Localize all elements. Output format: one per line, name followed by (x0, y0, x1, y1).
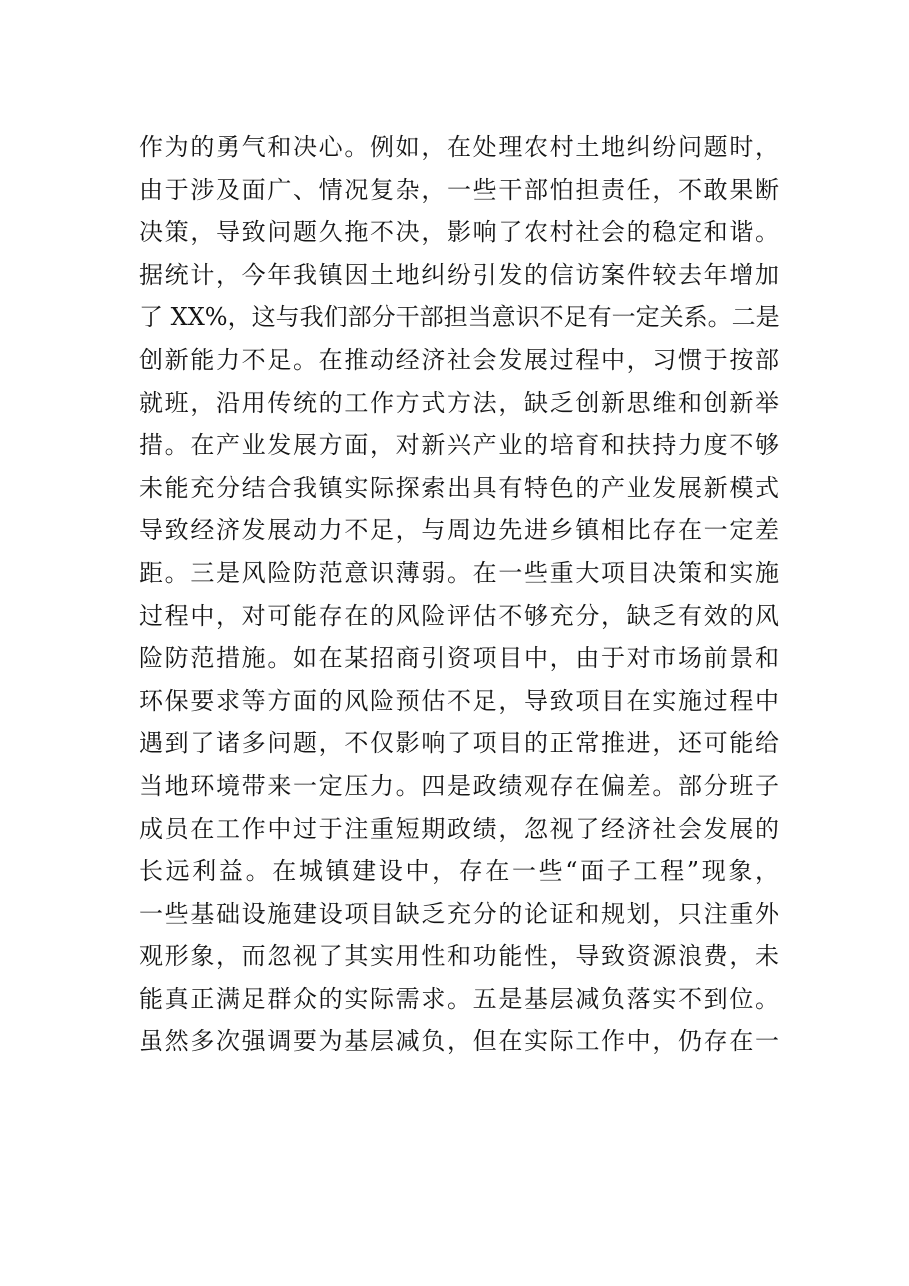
text-line: 创新能力不足。在推动经济社会发展过程中，习惯于按部 (139, 345, 779, 374)
text-line: 据统计，今年我镇因土地纠纷引发的信访案件较去年增加 (139, 260, 779, 289)
text-line: 距。三是风险防范意识薄弱。在一些重大项目决策和实施 (139, 558, 779, 587)
text-line: 就班，沿用传统的工作方式方法，缺乏创新思维和创新举 (139, 388, 779, 417)
text-line: 虽然多次强调要为基层减负，但在实际工作中，仍存在一 (139, 1027, 779, 1056)
text-line: 能真正满足群众的实际需求。五是基层减负落实不到位。 (139, 984, 779, 1013)
text-line: 导致经济发展动力不足，与周边先进乡镇相比存在一定差 (139, 516, 779, 545)
text-line: 观形象，而忽视了其实用性和功能性，导致资源浪费，未 (139, 942, 779, 971)
text-line: 由于涉及面广、情况复杂，一些干部怕担责任，不敢果断 (139, 175, 779, 204)
text-line: 长远利益。在城镇建设中，存在一些“面子工程”现象， (139, 857, 779, 886)
text-line: 措。在产业发展方面，对新兴产业的培育和扶持力度不够 (139, 431, 779, 460)
text-line: 一些基础设施建设项目缺乏充分的论证和规划，只注重外 (139, 899, 779, 928)
text-line: 环保要求等方面的风险预估不足，导致项目在实施过程中 (139, 686, 779, 715)
body-paragraph (139, 126, 779, 1063)
text-line: 过程中，对可能存在的风险评估不够充分，缺乏有效的风 (139, 601, 779, 630)
text-line: 作为的勇气和决心。例如，在处理农村土地纠纷问题时， (139, 133, 779, 161)
text-line: 了 XX%，这与我们部分干部担当意识不足有一定关系。二是 (139, 303, 780, 332)
text-line: 成员在工作中过于注重短期政绩，忽视了经济社会发展的 (139, 814, 779, 843)
text-line: 决策，导致问题久拖不决，影响了农村社会的稳定和谐。 (139, 218, 779, 247)
text-line: 遇到了诸多问题，不仅影响了项目的正常推进，还可能给 (139, 729, 779, 758)
text-line: 未能充分结合我镇实际探索出具有特色的产业发展新模式 (139, 473, 779, 502)
text-line: 险防范措施。如在某招商引资项目中，由于对市场前景和 (139, 644, 779, 673)
text-line: 当地环境带来一定压力。四是政绩观存在偏差。部分班子 (139, 771, 779, 800)
